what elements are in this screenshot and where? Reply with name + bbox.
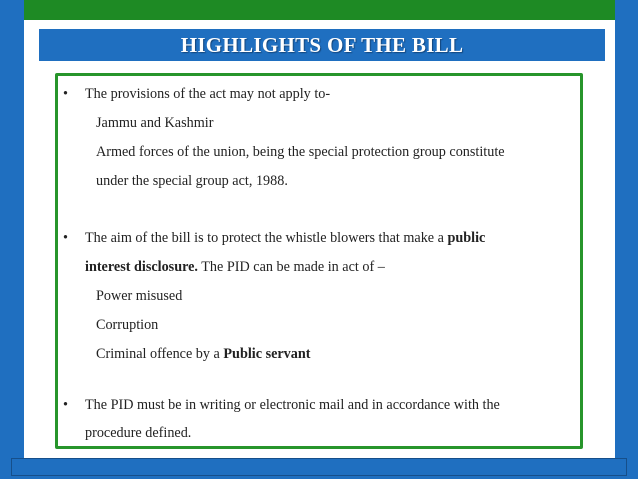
section-2-item-last-text: Criminal offence by a [96,346,224,362]
section-2-lead-line2 [85,259,385,276]
section-2-lead-line2-bold: interest disclosure. [85,259,198,275]
bottom-accent-bar [11,458,627,476]
section-2-lead-line2-text: The PID can be made in act of – [197,259,385,275]
section-3-lead-line1: The PID must be in writing or electronic mail and in accordance with the [85,397,500,413]
section-3-lead-line2: procedure defined. [85,425,192,441]
section-1-lead: The provisions of the act may not apply to- [85,86,331,102]
section-2-item: Power misused [96,288,183,304]
slide [24,20,615,458]
section-1-item: Jammu and Kashmir [96,115,214,131]
section-2-item-last-bold: Public servant [223,346,311,362]
section-1-item: under the special group act, 1988. [96,173,288,189]
slide-title: HIGHLIGHTS OF THE BILL [180,32,464,57]
title-bar [39,29,605,61]
top-accent-bar [24,0,615,20]
bullet-marker: • [63,86,68,102]
section-1-item: Armed forces of the union, being the special protection group constitute [96,144,505,160]
section-2-lead-line1 [85,230,485,247]
section-2-item-last [96,346,310,363]
bullet-marker: • [63,230,68,246]
section-2-item: Corruption [96,317,159,333]
section-2-lead-text: The aim of the bill is to protect the whistle blowers that make a [85,230,448,246]
section-2-lead-bold: public [447,230,486,246]
bullet-marker: • [63,397,68,413]
